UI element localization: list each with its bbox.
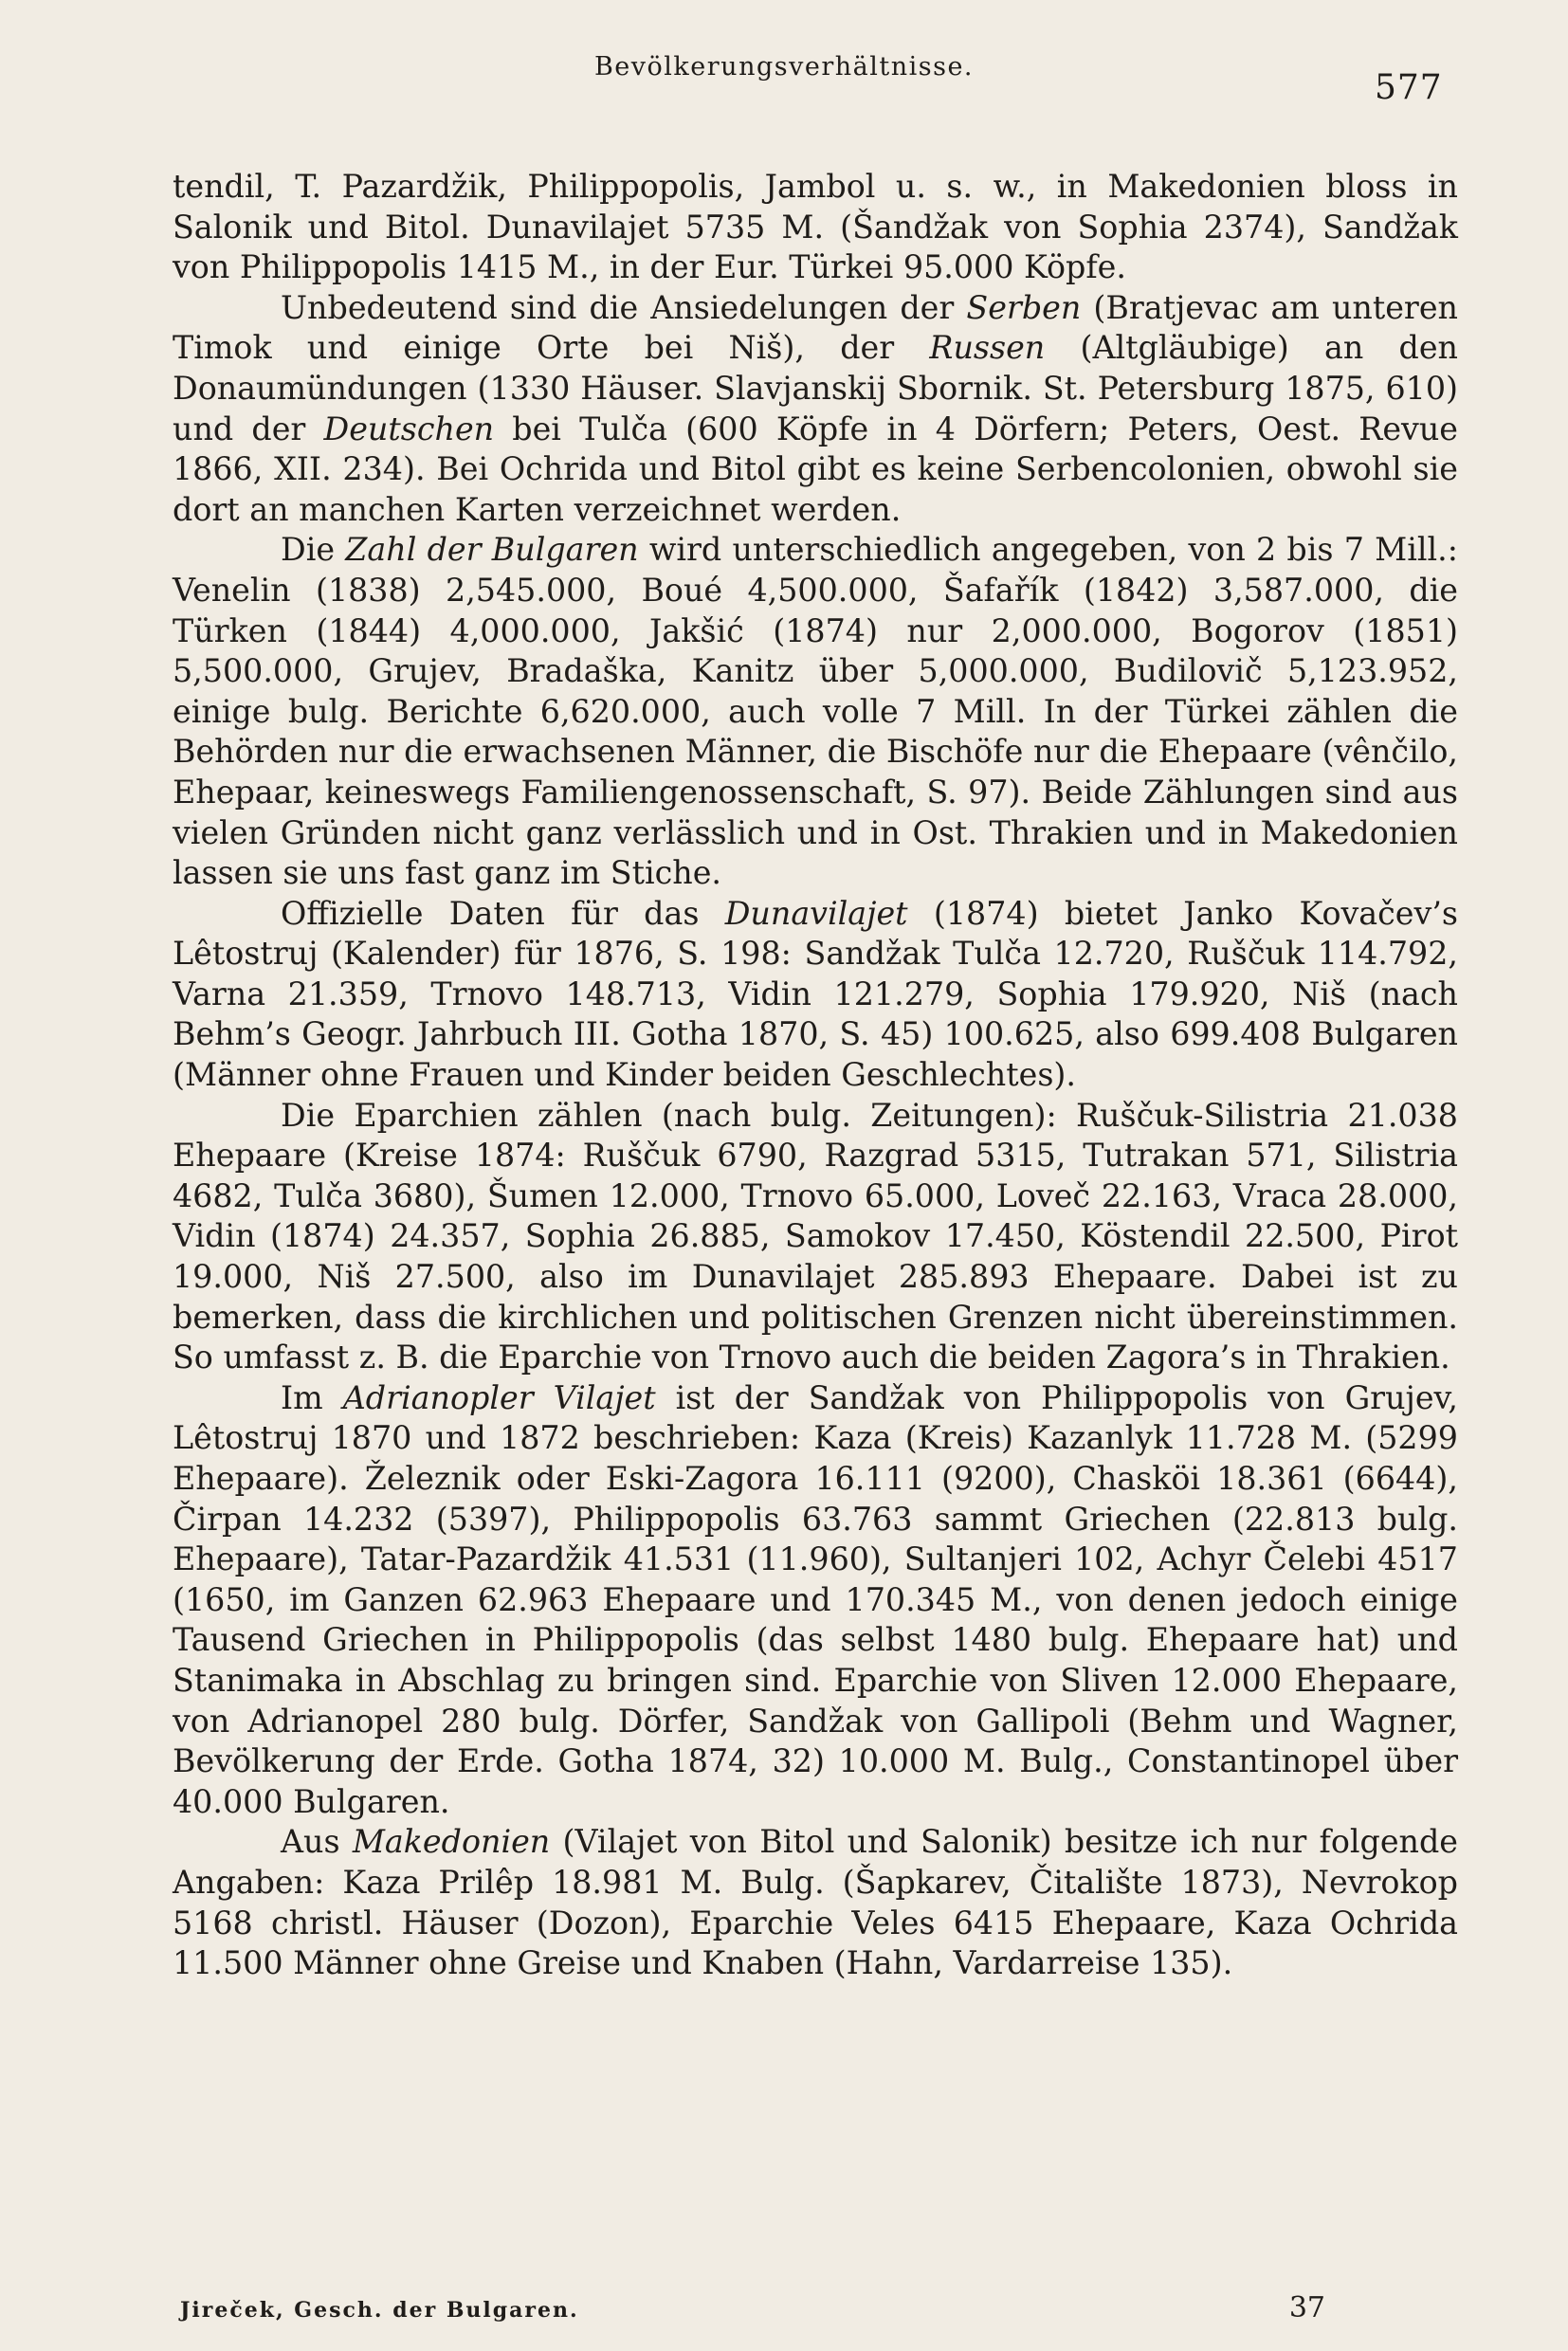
text-run: Die: [281, 531, 346, 569]
italic-term: Serben: [966, 288, 1082, 326]
paragraph: [173, 167, 1458, 288]
paragraph: [173, 894, 1458, 1096]
italic-term: Russen: [929, 329, 1046, 367]
italic-term: Deutschen: [323, 410, 495, 447]
text-run: Offizielle Daten für das: [281, 894, 725, 932]
text-run: Die Eparchien zählen (nach bulg. Zeitungen): Ruščuk-Silistria 21.038 Ehepaare (Kreise 1874: Ruščuk 6790, Razgrad 5315, Tutrakan 571, Silistria 4682, Tulča 3680), Šumen 12.000, Trnovo 65.000, Loveč 22.163, Vraca 28.000, Vidin (1874) 24.357, Sophia 26.885, Samokov 17.450, Köstendil 22.500, Pirot 19.000, Niš 27.500, also im Dunavilajet 285.893 Ehepaare. Dabei ist zu bemerken, dass die kirchlichen und politischen Grenzen nicht übereinstimmen. So umfasst z. B. die Eparchie von Trnovo auch die beiden Zagora’s in Thrakien.: [173, 1096, 1458, 1376]
italic-term: Adrianopler Vilajet: [342, 1378, 656, 1416]
text-run: Aus: [281, 1823, 353, 1861]
sheet-number: 37: [1288, 2291, 1325, 2324]
italic-term: Zahl der Bulgaren: [345, 531, 639, 569]
paragraph: [173, 288, 1458, 531]
italic-term: Dunavilajet: [724, 894, 908, 932]
text-run: (Vilajet von Bitol und Salonik) besitze ich nur folgende Angaben: Kaza Prilêp 18.981 M. Bulg. (Šapkarev, Čitalište 1873), Nevrokop 5168 christl. Häuser (Dozon), Eparchie Veles 6415 Ehepaare, Kaza Ochrida 11.500 Männer ohne Greise und Knaben (Hahn, Vardarreise 135).: [173, 1823, 1458, 1982]
text-run: (Bratjevac am unteren Timok und einige Orte bei Niš), der: [173, 288, 1459, 367]
text-run: (Altgläubige) an den Donaumündungen (1330 Häuser. Slavjanskij Sbornik. St. Petersburg 1875, 610) und der: [173, 329, 1459, 447]
paragraph: [173, 1378, 1458, 1823]
text-run: Unbedeutend sind die Ansiedelungen der: [281, 288, 967, 326]
page-footer: [173, 2291, 1458, 2324]
text-run: tendil, T. Pazardžik, Philippopolis, Jambol u. s. w., in Makedonien bloss in Salonik und Bitol. Dunavilajet 5735 M. (Šandžak von Sophia 2374), Sandžak von Philippopolis 1415 M., in der Eur. Türkei 95.000 Köpfe.: [173, 168, 1458, 286]
running-title: Bevölkerungsverhältnisse.: [593, 52, 975, 82]
paragraph: [173, 530, 1458, 893]
printer-signature: Jireček, Gesch. der Bulgaren.: [180, 2298, 579, 2323]
paragraph: [173, 1822, 1458, 1983]
text-run: ist der Sandžak von Philippopolis von Grujev, Lêtostruj 1870 und 1872 beschrieben: Kaza (Kreis) Kazanlyk 11.728 M. (5299 Ehepaare). Železnik oder Eski-Zagora 16.111 (9200), Chasköi 18.361 (6644), Čirpan 14.232 (5397), Philippopolis 63.763 sammt Griechen (22.813 bulg. Ehepaare), Tatar-Pazardžik 41.531 (11.960), Sultanjeri 102, Achyr Čelebi 4517 (1650, im Ganzen 62.963 Ehepaare und 170.345 M., von denen jedoch einige Tausend Griechen in Philippopolis (das selbst 1480 bulg. Ehepaare hat) und Stanimaka in Abschlag zu bringen sind. Eparchie von Sliven 12.000 Ehepaare, von Adrianopel 280 bulg. Dörfer, Sandžak von Gallipoli (Behm und Wagner, Bevölkerung der Erde. Gotha 1874, 32) 10.000 M. Bulg., Constantinopel über 40.000 Bulgaren.: [173, 1378, 1459, 1820]
text-run: bei Tulča (600 Köpfe in 4 Dörfern; Peters, Oest. Revue 1866, XII. 234). Bei Ochrida und Bitol gibt es keine Serbencolonien, obwohl sie dort an manchen Karten verzeichnet werden.: [173, 410, 1458, 528]
text-run: wird unterschiedlich angegeben, von 2 bis 7 Mill.: Venelin (1838) 2,545.000, Boué 4,500.000, Šafařík (1842) 3,587.000, die Türken (1844) 4,000.000, Jakšić (1874) nur 2,000.000, Bogorov (1851) 5,500.000, Grujev, Bradaška, Kanitz über 5,000.000, Budilovič 5,123.952, einige bulg. Berichte 6,620.000, auch volle 7 Mill. In der Türkei zählen die Behörden nur die erwachsenen Männer, die Bischöfe nur die Ehepaare (vênčilo, Ehepaar, keineswegs Familiengenossenschaft, S. 97). Beide Zählungen sind aus vielen Gründen nicht ganz verlässlich und in Ost. Thrakien und in Makedonien lassen sie uns fast ganz im Stiche.: [173, 531, 1458, 892]
body-text: [173, 167, 1458, 1984]
text-run: (1874) bietet Janko Kovačev’s Lêtostruj (Kalender) für 1876, S. 198: Sandžak Tulča 12.720, Ruščuk 114.792, Varna 21.359, Trnovo 148.713, Vidin 121.279, Sophia 179.920, Niš (nach Behm’s Geogr. Jahrbuch III. Gotha 1870, S. 45) 100.625, also 699.408 Bulgaren (Männer ohne Frauen und Kinder beiden Geschlechtes).: [173, 894, 1458, 1094]
italic-term: Makedonien: [352, 1823, 551, 1861]
paragraph: [173, 1096, 1458, 1378]
text-run: Im: [281, 1378, 343, 1416]
page-number: 577: [1375, 68, 1443, 107]
